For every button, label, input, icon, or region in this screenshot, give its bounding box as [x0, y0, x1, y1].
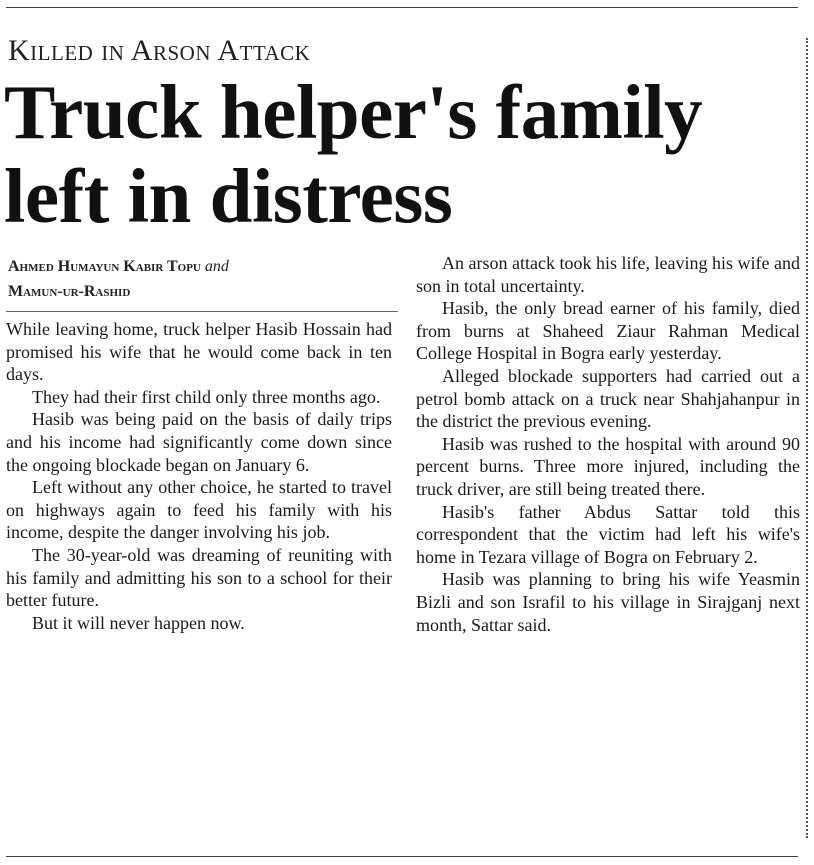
paragraph: The 30-year-old was dreaming of reuniting with his family and admitting his son to a school for their better future.	[6, 544, 392, 611]
paragraph: While leaving home, truck helper Hasib Hossain had promised his wife that he would come back in ten days.	[6, 319, 392, 385]
paragraph: Alleged blockade supporters had carried out a petrol bomb attack on a truck near Shahjahanpur in the district the previous evening.	[416, 365, 800, 432]
bottom-rule	[6, 856, 798, 857]
byline-author-2: Mamun-ur-Rashid	[8, 283, 131, 300]
paragraph: Hasib was rushed to the hospital with around 90 percent burns. Three more injured, including the truck driver, are still being treated there.	[416, 433, 800, 499]
paragraph: Hasib's father Abdus Sattar told this correspondent that the victim had left his wife's home in Tezara village of Bogra on February 2.	[416, 501, 800, 567]
paragraph: Hasib was being paid on the basis of daily trips and his income had significantly come down since the ongoing blockade began on January 6.	[6, 409, 392, 475]
article-kicker: Killed in Arson Attack	[8, 34, 311, 67]
article-column-left	[6, 318, 392, 634]
headline-line-2: left in distress	[4, 153, 453, 239]
paragraph: Left without any other choice, he started to travel on highways again to feed his family with his income, despite the danger involving his job.	[6, 477, 392, 543]
article-column-right	[416, 252, 800, 636]
paragraph: Hasib, the only bread earner of his family, died from burns at Shaheed Ziaur Rahman Medical College Hospital in Bogra early yesterday.	[416, 298, 800, 364]
byline-rule	[6, 311, 398, 312]
top-rule	[6, 7, 798, 8]
article-headline	[4, 70, 804, 238]
byline-line-1	[8, 254, 229, 279]
paragraph: Hasib was planning to bring his wife Yeasmin Bizli and son Israfil to his village in Sirajganj next month, Sattar said.	[416, 569, 800, 635]
dotted-cut-border	[806, 38, 808, 838]
article-byline	[8, 254, 229, 304]
byline-conjunction: and	[204, 258, 229, 275]
byline-author-1: Ahmed Humayun Kabir Topu	[8, 258, 201, 275]
headline-line-1: Truck helper's family	[4, 69, 703, 155]
paragraph: They had their first child only three months ago.	[32, 386, 381, 407]
paragraph: An arson attack took his life, leaving his wife and son in total uncertainty.	[416, 253, 800, 296]
paragraph: But it will never happen now.	[32, 612, 245, 633]
